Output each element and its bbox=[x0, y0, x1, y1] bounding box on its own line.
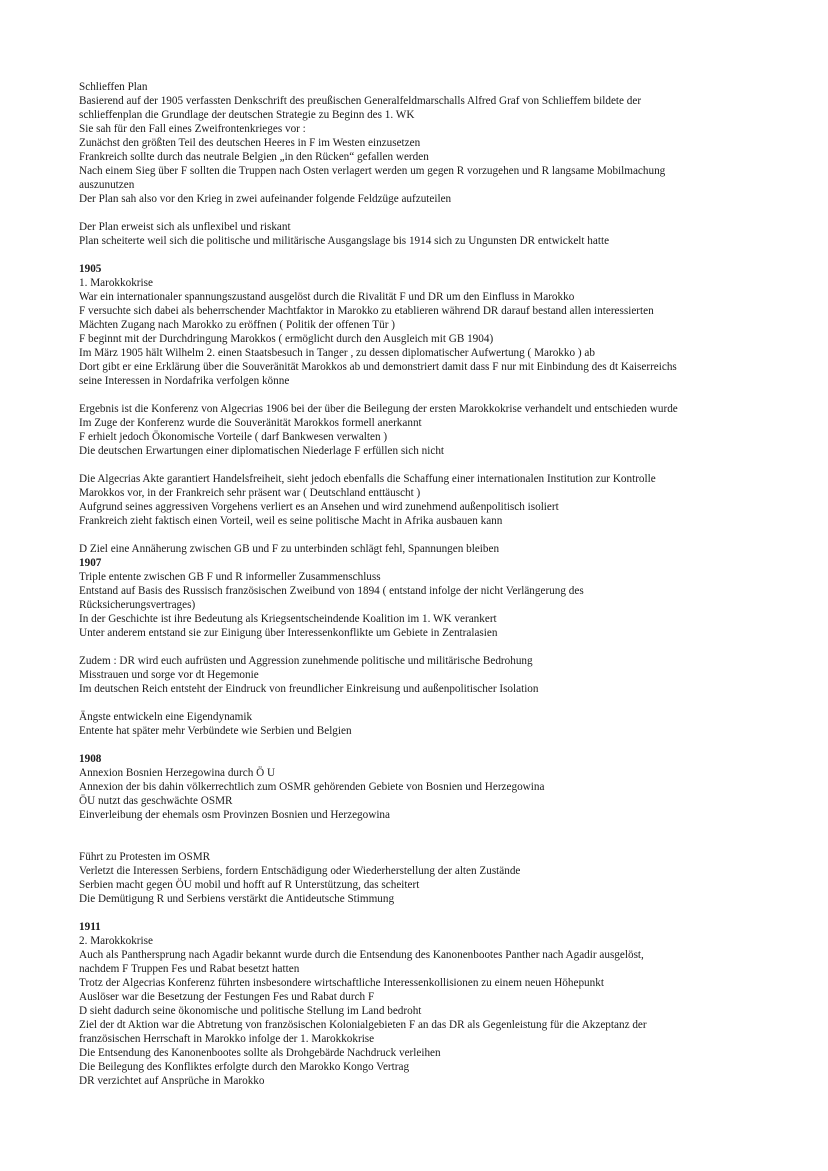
text-line: Die Demütigung R und Serbiens verstärkt die Antideutsche Stimmung bbox=[79, 893, 395, 905]
text-line: Im deutschen Reich entsteht der Eindruck von freundlicher Einkreisung und außenpolitischer Isolation bbox=[79, 683, 539, 695]
year-heading: 1905 bbox=[79, 263, 102, 275]
text-line: Dort gibt er eine Erklärung über die Souveränität Marokkos ab und demonstriert damit dass F nur mit Einbindung des dt Kaiserreichs bbox=[79, 361, 677, 373]
text-line: Der Plan erweist sich als unflexibel und riskant bbox=[79, 221, 291, 233]
text-line: In der Geschichte ist ihre Bedeutung als Kriegsentscheindende Koalition im 1. WK verankert bbox=[79, 613, 497, 625]
text-line: Im März 1905 hält Wilhelm 2. einen Staatsbesuch in Tanger , zu dessen diplomatischer Aufwertung ( Marokko ) ab bbox=[79, 347, 595, 359]
paragraph-spacer bbox=[79, 640, 779, 654]
text-line: Sie sah für den Fall eines Zweifrontenkrieges vor : bbox=[79, 123, 306, 135]
text-line: Die Beilegung des Konfliktes erfolgte durch den Marokko Kongo Vertrag bbox=[79, 1061, 410, 1073]
paragraph-spacer bbox=[79, 458, 779, 472]
text-line: französischen Herrschaft in Marokko infolge der 1. Marokkokrise bbox=[79, 1033, 375, 1045]
text-line: Basierend auf der 1905 verfassten Denkschrift des preußischen Generalfeldmarschalls Alfred Graf von Schlieffem bildete der bbox=[79, 95, 642, 107]
text-line: auszunutzen bbox=[79, 179, 135, 191]
text-line: Mächten Zugang nach Marokko zu eröffnen ( Politik der offenen Tür ) bbox=[79, 319, 395, 331]
paragraph-spacer bbox=[79, 528, 779, 542]
text-line: seine Interessen in Nordafrika verfolgen könne bbox=[79, 375, 290, 387]
text-line: Der Plan sah also vor den Krieg in zwei aufeinander folgende Feldzüge aufzuteilen bbox=[79, 193, 452, 205]
text-line: Unter anderem entstand sie zur Einigung über Interessenkonflikte um Gebiete in Zentralasien bbox=[79, 627, 498, 639]
paragraph-spacer bbox=[79, 822, 779, 850]
text-line: F beginnt mit der Durchdringung Marokkos ( ermöglicht durch den Ausgleich mit GB 1904) bbox=[79, 333, 494, 345]
text-line: Ergebnis ist die Konferenz von Algecrias 1906 bei der über die Beilegung der ersten Marokkokrise verhandelt und entschieden wurde bbox=[79, 403, 678, 415]
year-heading: 1911 bbox=[79, 921, 101, 933]
text-line: Ziel der dt Aktion war die Abtretung von französischen Kolonialgebieten F an das DR als Gegenleistung für die Akzeptanz der bbox=[79, 1019, 647, 1031]
text-line: schlieffenplan die Grundlage der deutschen Strategie zu Beginn des 1. WK bbox=[79, 109, 415, 121]
text-line: Die Entsendung des Kanonenbootes sollte als Drohgebärde Nachdruck verleihen bbox=[79, 1047, 441, 1059]
text-line: Schlieffen Plan bbox=[79, 81, 148, 93]
document-body bbox=[79, 80, 779, 1088]
paragraph-spacer bbox=[79, 388, 779, 402]
text-line: Serbien macht gegen ÖU mobil und hofft auf R Unterstützung, das scheitert bbox=[79, 879, 420, 891]
paragraph-spacer bbox=[79, 696, 779, 710]
text-line: DR verzichtet auf Ansprüche in Marokko bbox=[79, 1075, 265, 1087]
text-line: F erhielt jedoch Ökonomische Vorteile ( darf Bankwesen verwalten ) bbox=[79, 431, 388, 443]
paragraph-spacer bbox=[79, 248, 779, 262]
text-line: Nach einem Sieg über F sollten die Truppen nach Osten verlagert werden um gegen R vorzugehen und R langsame Mobilmachung bbox=[79, 165, 666, 177]
text-line: Rücksicherungsvertrages) bbox=[79, 599, 196, 611]
text-line: F versuchte sich dabei als beherrschender Machtfaktor in Marokko zu etablieren während DR darauf bestand allen interessierten bbox=[79, 305, 654, 317]
text-line: Frankreich zieht faktisch einen Vorteil, weil es seine politische Macht in Afrika ausbauen kann bbox=[79, 515, 503, 527]
text-line: Trotz der Algecrias Konferenz führten insbesondere wirtschaftliche Interessenkollisionen zu einem neuen Höhepunkt bbox=[79, 977, 604, 989]
text-line: Zudem : DR wird euch aufrüsten und Aggression zunehmende politische und militärische Bedrohung bbox=[79, 655, 533, 667]
text-line: 1. Marokkokrise bbox=[79, 277, 153, 289]
text-line: Marokkos vor, in der Frankreich sehr präsent war ( Deutschland enttäuscht ) bbox=[79, 487, 421, 499]
text-line: ÖU nutzt das geschwächte OSMR bbox=[79, 795, 233, 807]
text-line: Plan scheiterte weil sich die politische und militärische Ausgangslage bis 1914 sich zu Ungunsten DR entwickelt hatte bbox=[79, 235, 610, 247]
text-line: War ein internationaler spannungszustand ausgelöst durch die Rivalität F und DR um den Einfluss in Marokko bbox=[79, 291, 575, 303]
text-line: Ängste entwickeln eine Eigendynamik bbox=[79, 711, 253, 723]
text-line: Einverleibung der ehemals osm Provinzen Bosnien und Herzegowina bbox=[79, 809, 390, 821]
text-line: Auslöser war die Besetzung der Festungen Fes und Rabat durch F bbox=[79, 991, 375, 1003]
year-heading: 1907 bbox=[79, 557, 102, 569]
text-line: Entente hat später mehr Verbündete wie Serbien und Belgien bbox=[79, 725, 352, 737]
text-line: Annexion Bosnien Herzegowina durch Ö U bbox=[79, 767, 276, 779]
text-line: Die Algecrias Akte garantiert Handelsfreiheit, sieht jedoch ebenfalls die Schaffung einer internationalen Institution zur Kontrolle bbox=[79, 473, 656, 485]
text-line: 2. Marokkokrise bbox=[79, 935, 153, 947]
text-line: Auch als Panthersprung nach Agadir bekannt wurde durch die Entsendung des Kanonenbootes Panther nach Agadir ausgelöst, bbox=[79, 949, 644, 961]
text-line: D Ziel eine Annäherung zwischen GB und F zu unterbinden schlägt fehl, Spannungen bleiben bbox=[79, 543, 500, 555]
text-line: Zunächst den größten Teil des deutschen Heeres in F im Westen einzusetzen bbox=[79, 137, 421, 149]
text-line: Verletzt die Interessen Serbiens, fordern Entschädigung oder Wiederherstellung der alten Zustände bbox=[79, 865, 521, 877]
text-line: Frankreich sollte durch das neutrale Belgien „in den Rücken“ gefallen werden bbox=[79, 151, 429, 163]
text-line: Triple entente zwischen GB F und R informeller Zusammenschluss bbox=[79, 571, 381, 583]
text-line: Führt zu Protesten im OSMR bbox=[79, 851, 211, 863]
year-heading: 1908 bbox=[79, 753, 102, 765]
paragraph-spacer bbox=[79, 738, 779, 752]
text-line: Die deutschen Erwartungen einer diplomatischen Niederlage F erfüllen sich nicht bbox=[79, 445, 445, 457]
paragraph-spacer bbox=[79, 206, 779, 220]
text-line: Im Zuge der Konferenz wurde die Souveränität Marokkos formell anerkannt bbox=[79, 417, 422, 429]
text-line: Aufgrund seines aggressiven Vorgehens verliert es an Ansehen und wird zunehmend außenpolitisch isoliert bbox=[79, 501, 559, 513]
paragraph-spacer bbox=[79, 906, 779, 920]
text-line: Entstand auf Basis des Russisch französischen Zweibund von 1894 ( entstand infolge der nicht Verlängerung des bbox=[79, 585, 584, 597]
text-line: D sieht dadurch seine ökonomische und politische Stellung im Land bedroht bbox=[79, 1005, 422, 1017]
text-line: Annexion der bis dahin völkerrechtlich zum OSMR gehörenden Gebiete von Bosnien und Herzegowina bbox=[79, 781, 545, 793]
text-line: Misstrauen und sorge vor dt Hegemonie bbox=[79, 669, 259, 681]
text-line: nachdem F Truppen Fes und Rabat besetzt hatten bbox=[79, 963, 300, 975]
